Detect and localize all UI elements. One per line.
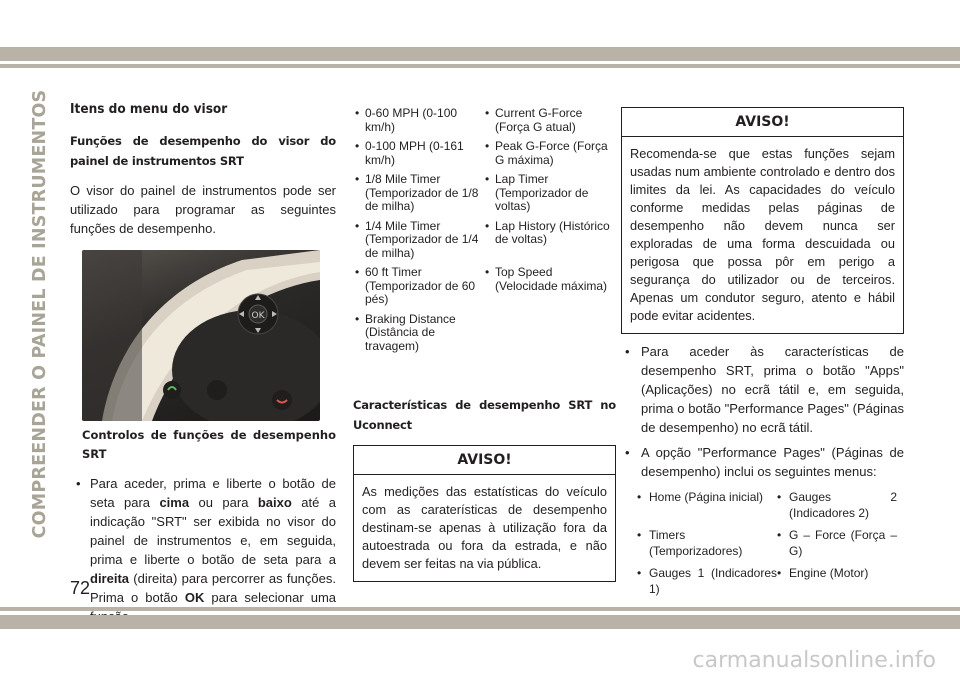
warning-title: AVISO! bbox=[354, 446, 615, 475]
list-item: • 1/8 Mile Timer (Temporizador de 1/8 de milha) bbox=[355, 172, 479, 213]
warning-body: Recomenda-se que estas funções sejam usadas num ambiente controlado e dentro dos limites da lei. As capacidades do veículo conforme medidas pelas páginas de desempenho não devem nunca ser exploradas de uma forma descuidada ou perigosa que possa pôr em perigo a segurança do utilizador ou de terceiros. Apenas um condutor seguro, atento e hábil pode evitar acidentes. bbox=[630, 146, 895, 323]
uconnect-heading: Características de desempenho SRT no Uconnect bbox=[353, 398, 616, 432]
performance-pages-menus bbox=[637, 489, 904, 597]
list-item: • Gauges 2 (Indicadores 2) bbox=[777, 490, 897, 520]
list-item: • 0-60 MPH (0-100 km/h) bbox=[355, 106, 458, 134]
list-item: • 60 ft Timer (Temporizador de 60 pés) bbox=[355, 265, 476, 306]
list-item: • Peak G-Force (Força G máxima) bbox=[485, 139, 608, 167]
bullet-dot: • bbox=[76, 476, 81, 491]
warning-title: AVISO! bbox=[622, 108, 903, 137]
top-rule bbox=[0, 64, 960, 68]
list-item: • Lap Timer (Temporizador de voltas) bbox=[485, 172, 589, 213]
steering-wheel-controls-image bbox=[82, 250, 320, 421]
bottom-band bbox=[0, 615, 960, 629]
srt-functions-subheading: Funções de desempenho do visor do painel de instrumentos SRT bbox=[70, 134, 336, 168]
page-number: 72 bbox=[70, 578, 91, 598]
side-section-title: COMPREENDER O PAINEL DE INSTRUMENTOS bbox=[30, 89, 50, 539]
column-2 bbox=[353, 107, 616, 582]
menus-bullet: • A opção "Performance Pages" (Páginas de desempenho) inclui os seguintes menus: bbox=[625, 445, 904, 479]
top-band bbox=[0, 47, 960, 61]
apps-bullet: • Para aceder às características de desempenho SRT, prima o botão "Apps" (Aplicações) no ecrã tátil e, em seguida, prima o botão "Performance Pages" (Páginas de desempenho) no ecrã tátil. bbox=[625, 344, 904, 435]
bottom-rule bbox=[0, 607, 960, 611]
list-item: • G – Force (Força – G) bbox=[777, 528, 897, 558]
menu-items-heading: Itens do menu do visor bbox=[70, 101, 228, 117]
steering-wheel-photo bbox=[82, 250, 320, 421]
column-1 bbox=[70, 100, 336, 626]
photo-caption: Controlos de funções de desempenho SRT bbox=[82, 428, 336, 461]
ok-button-label: OK bbox=[251, 311, 265, 321]
list-item: • Engine (Motor) bbox=[777, 566, 869, 580]
access-bullet: • Para aceder, prima e liberte o botão de seta para cima ou para baixo até a indicação "SRT" ser exibida no visor do painel de instrumentos e, em seguida, prima e liberte o botão de seta para a direita (direita) para percorrer as funções. Prima o botão OK para selecionar uma bbox=[76, 476, 337, 605]
list-item: • Home (Página inicial) bbox=[637, 490, 764, 504]
performance-functions-list bbox=[353, 107, 616, 353]
warning-box-1 bbox=[353, 445, 616, 582]
list-item: • 1/4 Mile Timer (Temporizador de 1/4 de milha) bbox=[355, 218, 479, 260]
watermark: carmanualsonline.info bbox=[692, 648, 936, 673]
intro-paragraph: O visor do painel de instrumentos pode ser utilizado para programar as seguintes funções de desempenho. bbox=[70, 183, 336, 236]
list-item: • Gauges 1 (Indicadores 1) bbox=[637, 566, 777, 596]
warning-box-2 bbox=[621, 107, 904, 334]
column-3 bbox=[621, 107, 904, 597]
warning-body: As medições das estatísticas do veículo com as caraterísticas de desempenho destinam-se apenas à utilização fora da autoestrada ou fora da estrada, e não devem ser feitas na via pública. bbox=[362, 484, 607, 571]
list-item: • Braking Distance (Distância de travagem) bbox=[355, 311, 456, 353]
list-item: • Timers (Temporizadores) bbox=[637, 528, 743, 558]
list-item: • Top Speed (Velocidade máxima) bbox=[485, 265, 608, 293]
side-section-tab bbox=[27, 89, 53, 539]
list-item: • 0-100 MPH (0-161 km/h) bbox=[355, 139, 464, 167]
list-item: • Current G-Force (Força G atual) bbox=[485, 106, 583, 134]
list-item: • Lap History (Histórico de voltas) bbox=[485, 218, 610, 246]
